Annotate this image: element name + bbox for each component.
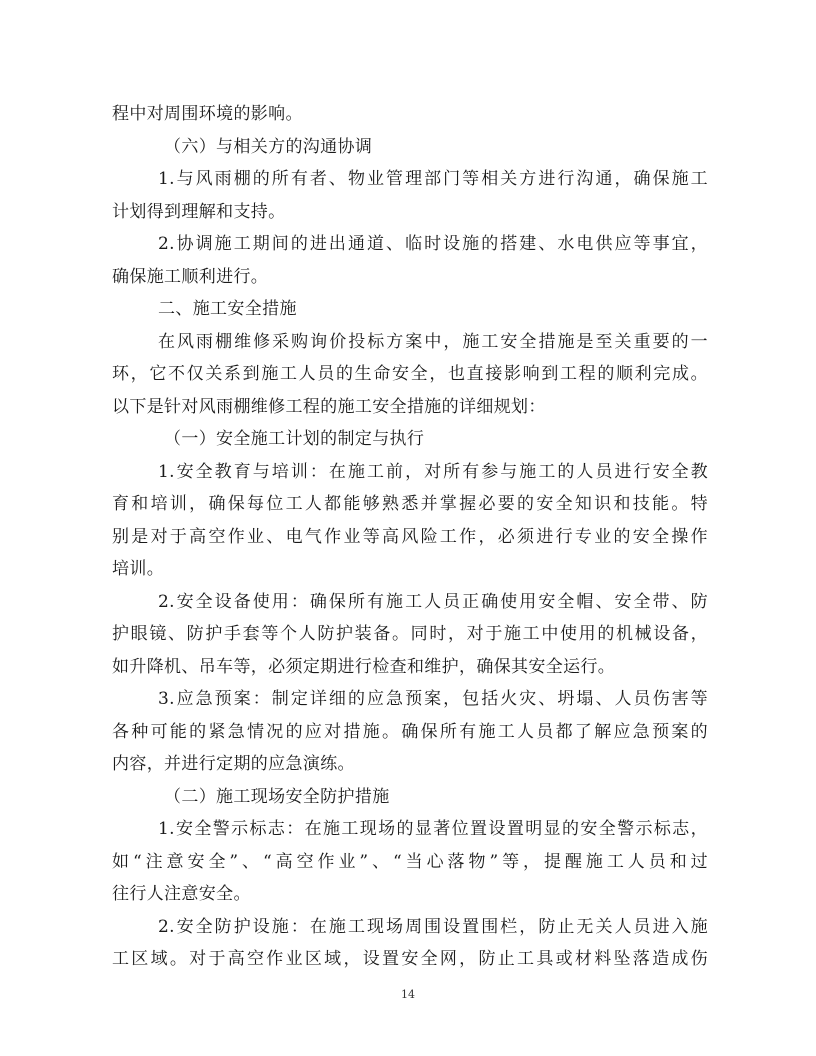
text-line: 别是对于高空作业、电气作业等高风险工作，必须进行专业的安全操作 [112,526,708,547]
text-line: 如升降机、吊车等，必须定期进行检查和维护，确保其安全运行。 [112,656,616,677]
text-line: 往行人注意安全。 [112,884,251,904]
text-line: 1.安全警示标志：在施工现场的显著位置设置明显的安全警示标志， [158,819,708,839]
text-line: 1.与风雨棚的所有者、物业管理部门等相关方进行沟通，确保施工 [158,169,708,189]
text-line: 如“注意安全”、“高空作业”、“当心落物”等，提醒施工人员和过 [112,851,708,872]
text-line: 培训。 [112,559,165,579]
subsection-heading: （一）安全施工计划的制定与执行 [164,429,425,449]
subsection-heading: （二）施工现场安全防护措施 [164,786,390,807]
text-line: 以下是针对风雨棚维修工程的施工安全措施的详细规划： [112,396,546,417]
text-line: 3.应急预案：制定详细的应急预案，包括火灾、坍塌、人员伤害等 [158,689,708,709]
text-line: 工区域。对于高空作业区域，设置安全网，防止工具或材料坠落造成伤 [112,949,708,969]
subsection-heading: （六）与相关方的沟通协调 [164,136,373,157]
page-number: 14 [401,988,415,1001]
document-body [112,98,708,976]
text-line: 各种可能的紧急情况的应对措施。确保所有施工人员都了解应急预案的 [112,721,708,742]
text-line: 护眼镜、防护手套等个人防护装备。同时，对于施工中使用的机械设备， [112,624,708,644]
text-line: 2.安全设备使用：确保所有施工人员正确使用安全帽、安全带、防 [158,591,708,612]
text-line: 程中对周围环境的影响。 [112,104,303,124]
text-line: 在风雨棚维修采购询价投标方案中，施工安全措施是至关重要的一 [158,331,708,352]
text-line: 计划得到理解和支持。 [112,201,286,222]
text-line: 内容，并进行定期的应急演练。 [112,754,355,774]
text-line: 2.安全防护设施：在施工现场周围设置围栏，防止无关人员进入施 [158,916,708,937]
section-heading: 二、施工安全措施 [158,299,297,319]
text-line: 确保施工顺利进行。 [112,266,269,287]
text-line: 2.协调施工期间的进出通道、临时设施的搭建、水电供应等事宜， [158,234,708,254]
text-line: 1.安全教育与培训：在施工前，对所有参与施工的人员进行安全教 [158,461,708,482]
text-line: 育和培训，确保每位工人都能够熟悉并掌握必要的安全知识和技能。特 [112,494,708,514]
text-line: 环，它不仅关系到施工人员的生命安全，也直接影响到工程的顺利完成。 [112,364,708,384]
